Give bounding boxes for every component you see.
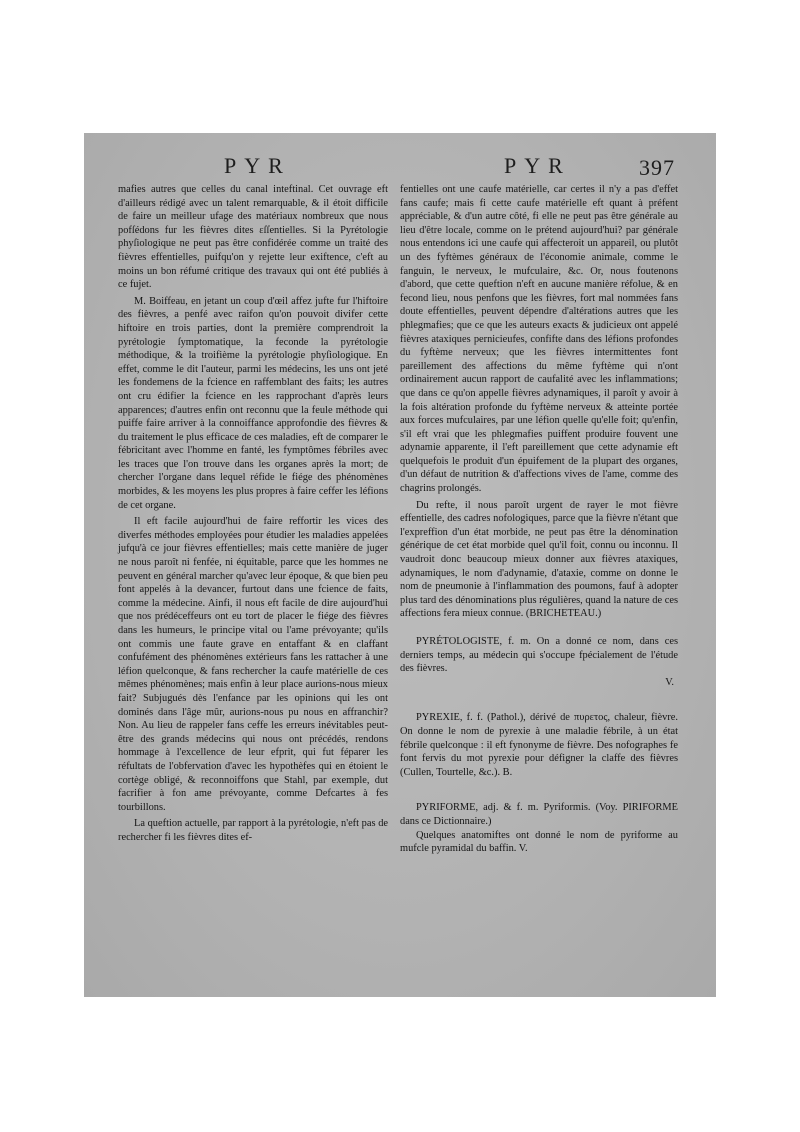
entry-signature: V. xyxy=(665,676,674,688)
dictionary-entry-pyretologiste: PYRÉTOLOGISTE, f. m. On a donné ce nom, dans ces derniers temps, au médecin qui s'occupe fpécialement de l'étude des fièvres. xyxy=(400,636,678,675)
dictionary-entry-pyriforme: PYRIFORME, adj. & f. m. Pyriformis. (Voy. PIRIFORME dans ce Dictionnaire.) xyxy=(400,802,678,827)
scanned-page xyxy=(84,133,716,997)
paragraph: fentielles ont une caufe matérielle, car certes il n'y a pas d'effet fans caufe; mais fi cette caufe matérielle eft quant à préfent appréciable, & d'un autre côté, fi elle ne peut pas être générale au lieu d'être locale, comme on le prétend aujourd'hui? par générale nous entendons ici une caufe qui affecteroit un appareil, ou plutôt un des fyftèmes généraux de l'économie animale, comme le fanguin, le nerveux, le mufculaire, &c. Or, nous foutenons d'abord, que cette queftion n'eft en aucune manière réfolue, & en fecond lieu, nous penfons que les fièvres, fort mal nommées fans doute effentielles, peuvent dépendre d'altérations autres que les phlegmafies; que ce que les auteurs exacts & judicieux ont appelé fièvres ataxiques pernicieufes, confifte dans des léfions profondes du fyftème nerveux; que les fièvres intermittentes font pareillement des affections du même fyftème qui n'ont ordinairement aucun rapport de caufalité avec les inflammations; que dans ce qu'on appelle fièvres adynamiques, il paroît y avoir à la fois altération profonde du fyftème nerveux & atteinte portée aux forces mufculaires, par une léfion quelle qu'elle foit; qu'enfin, s'il eft vrai que les phlegmafies puiffent produire fouvent une adynamie apparente, il l'eft pareillement que cette adynamie eft quelquefois le produit d'un épuifement de la plupart des organes, d'un défaut de nutrition & d'affections vives de l'ame, comme des chagrins prolongés. xyxy=(400,184,678,495)
right-column xyxy=(400,183,678,856)
paragraph: Il eft facile aujourd'hui de faire reffortir les vices des diverfes méthodes employées pour étudier les maladies appelées jufqu'à ce jour fièvres effentielles; mais cette manière de juger ne nous paroît ni fenfée, ni équitable, parce que les hommes ne peuvent en général marcher qu'avec leur époque, & que bien peu font appelés à la devancer, furtout dans une fcience de faits, comme la médecine. Ainfi, il nous eft facile de dire aujourd'hui que nos prédéceffeurs ont eu tort de placer le fiége des fièvres dans les humeurs, le principe vital ou l'ame prévoyante; qu'ils ont commis une faute grave en entaffant & en claffant confufément des phénomènes extérieurs fans les rattacher à une léfion quelconque, & fans rechercher la caufe matérielle de ces mêmes phénomènes; mais enfin à leur place aurions-nous mieux fait? Subjugués dès l'enfance par les opinions qui les ont dominés dans l'âge mûr, aurions-nous pu nous en affranchir? Non. Au lieu de rappeler fans ceffe les erreurs inévitables peut-être des grands médecins qui nous ont précédés, rendons hommage à l'excellence de leur efprit, qui fut féparer les réfultats de l'obfervation d'avec les hypothèfes qui en étoient le cortège obligé, & reconnoiffons que Stahl, par exemple, dut facrifier à fon ame prévoyante, comme Defcartes à fes tourbillons. xyxy=(118,516,388,813)
left-column xyxy=(118,183,388,845)
paragraph: La queftion actuelle, par rapport à la pyrétologie, n'eft pas de rechercher fi les fièvres dites ef- xyxy=(118,818,388,843)
page-number: 397 xyxy=(639,155,675,180)
paragraph: Du refte, il nous paroît urgent de rayer le mot fièvre effentielle, des cadres nofologiques, parce que la fièvre n'étant que l'expreffion d'un état morbide, ne peut pas être la dénomination générique de cet état morbide quel qu'il foit, connu ou inconnu. Il vaudroit donc beaucoup mieux donner aux fièvres ataxiques, adynamiques, le nom d'adynamie, d'ataxie, comme on donne le nom de pneumonie à l'inflammation des poumons, fauf à adopter plus tard des dénominations plus régulières, quand la nature de ces affections fera mieux connue. (BRICHETEAU.) xyxy=(400,499,678,620)
paragraph: Quelques anatomiftes ont donné le nom de pyriforme au mufcle pyramidal du baffin. V. xyxy=(400,829,678,855)
header-left: PYR xyxy=(224,153,291,178)
paragraph: M. Boiffeau, en jetant un coup d'œil affez jufte fur l'hiftoire des fièvres, a penfé avec raifon qu'on pouvoit divifer cette hiftoire en trois parties, dont la première comprendroit la pyrétologie ſymptomatique, la feconde la pyrétologie méthodique, & la troifième la pyrétologie phyſiologique. En effet, comme le dit l'auteur, parmi les médecins, les uns ont jeté les fondemens de la fcience en raffemblant des faits; les autres ont cru édifier la fcience en les rapprochant d'après leurs apparences; d'autres enfin ont reconnu que la feule méthode qui puiffe faire arriver à la connoiffance approfondie des fièvres & du traitement le plus efficace de ces maladies, eft de comparer le fébricitant avec l'homme en fanté, les fymptômes fébriles avec les traces que l'on trouve dans les organes après la mort; de chercher l'organe dans lequel réfide le fiége des phénomènes morbides, & les moyens les plus propres à faire ceffer les léfions de cet organe. xyxy=(118,295,388,511)
header-right: PYR xyxy=(504,153,571,178)
running-header xyxy=(84,153,716,183)
dictionary-entry-pyrexie: PYREXIE, f. f. (Pathol.), dérivé de πυρετος, chaleur, fièvre. On donne le nom de pyrexie à une maladie fébrile, à un état fébrile quelconque : il eft fynonyme de fièvre. Des nofographes fe font fervis du mot pyrexie pour défigner la claffe des fièvres (Cullen, Tourtelle, &c.). B. xyxy=(400,712,678,778)
paragraph: mafies autres que celles du canal inteftinal. Cet ouvrage eft d'ailleurs rédigé avec un talent remarquable, & il étoit difficile de faire un meilleur ufage des matériaux nombreux que nous pofſédons fur les fièvres dites ɛſſentielles. Si la Pyrétologie phyſiologique ne peut pas être confidérée comme un traité des fièvres effentielles, puifqu'on y rejette leur exiftence, c'eft au moins un bon réfumé critique des travaux qui ont été publiés à ce fujet. xyxy=(118,184,388,291)
